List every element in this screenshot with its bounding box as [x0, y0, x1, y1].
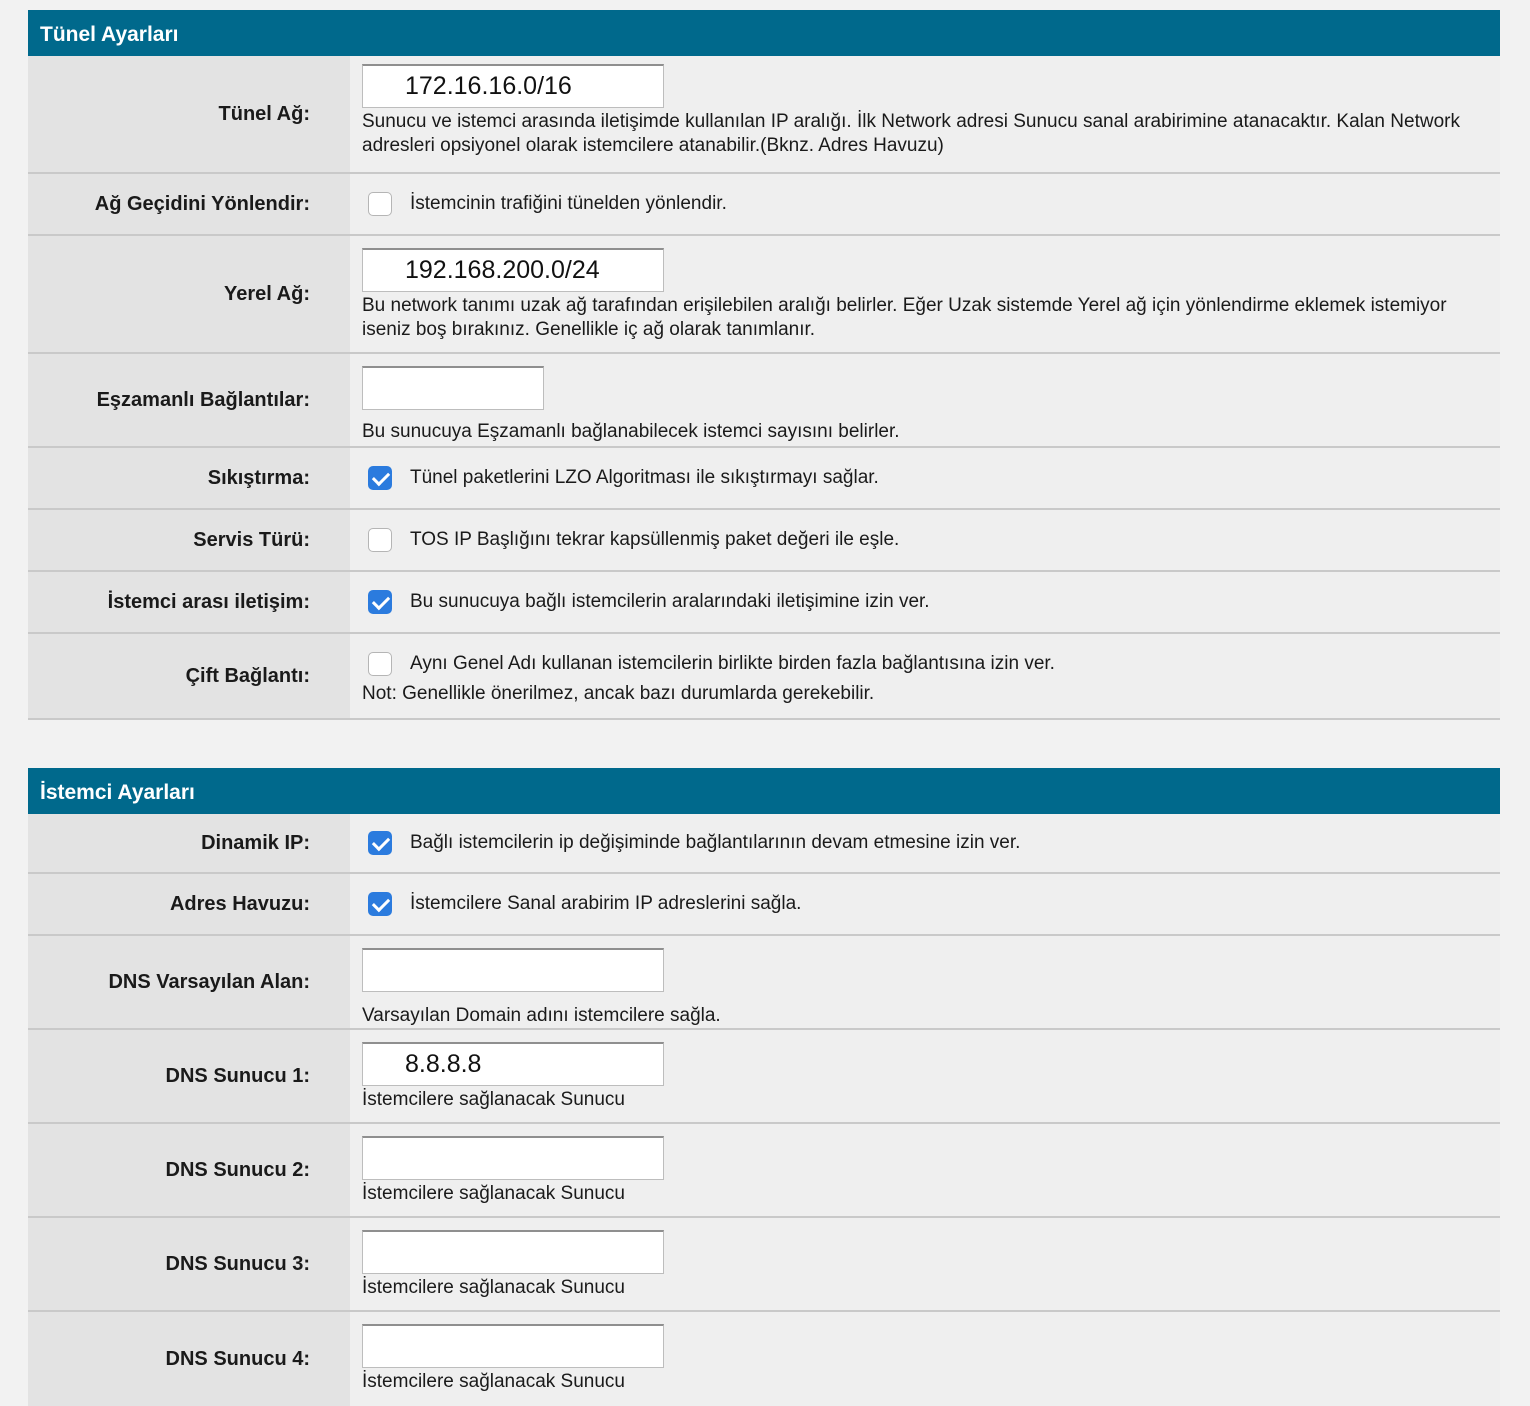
- field-label: DNS Sunucu 3:: [28, 1218, 350, 1310]
- help-text: İstemcilere sağlanacak Sunucu: [362, 1277, 625, 1298]
- dynamic-ip-row: [28, 814, 1500, 874]
- field-label: DNS Sunucu 4:: [28, 1312, 350, 1406]
- checkbox-label: Bağlı istemcilerin ip değişiminde bağlantılarının devam etmesine izin ver.: [410, 832, 1021, 853]
- dns-server-3-row: [28, 1218, 1500, 1312]
- help-text: Varsayılan Domain adını istemcilere sağla.: [362, 1005, 721, 1026]
- tunnel-settings-header: [28, 10, 1500, 56]
- dns-server-2-input[interactable]: [362, 1136, 664, 1180]
- help-text: Bu sunucuya Eşzamanlı bağlanabilecek istemci sayısını belirler.: [362, 421, 900, 442]
- compression-row: [28, 448, 1500, 510]
- dns-server-4-input[interactable]: [362, 1324, 664, 1368]
- dns-server-2-row: [28, 1124, 1500, 1218]
- dns-server-4-row: [28, 1312, 1500, 1406]
- field-label: DNS Sunucu 1:: [28, 1030, 350, 1122]
- dns-server-3-input[interactable]: [362, 1230, 664, 1274]
- dynamic-ip-checkbox[interactable]: [368, 831, 392, 855]
- field-label: İstemci arası iletişim:: [28, 572, 350, 632]
- local-network-row: [28, 236, 1500, 354]
- help-text: Sunucu ve istemci arasında iletişimde kullanılan IP aralığı. İlk Network adresi Sunucu sanal arabirimine atanacaktır. Kalan Network adresleri opsiyonel olarak istemcilere atanabilir.(Bknz. Adres Havuzu): [362, 111, 1460, 156]
- field-label: DNS Varsayılan Alan:: [28, 936, 350, 1028]
- service-type-checkbox[interactable]: [368, 528, 392, 552]
- field-label: Ağ Geçidini Yönlendir:: [28, 174, 350, 234]
- checkbox-label: Aynı Genel Adı kullanan istemcilerin birlikte birden fazla bağlantısına izin ver.: [410, 653, 1055, 674]
- checkbox-label: TOS IP Başlığını tekrar kapsüllenmiş paket değeri ile eşle.: [410, 529, 900, 550]
- section-title: İstemci Ayarları: [40, 781, 195, 804]
- checkbox-label: Bu sunucuya bağlı istemcilerin aralarındaki iletişimine izin ver.: [410, 591, 930, 612]
- dns-server-1-input[interactable]: 8.8.8.8: [362, 1042, 664, 1086]
- help-text: İstemcilere sağlanacak Sunucu: [362, 1089, 625, 1110]
- section-spacer: [28, 720, 1500, 768]
- tunnel-network-input[interactable]: 172.16.16.0/16: [362, 64, 664, 108]
- section-title: Tünel Ayarları: [40, 23, 179, 46]
- dns-default-domain-row: [28, 936, 1500, 1030]
- settings-page: [28, 10, 1500, 1406]
- field-label: Tünel Ağ:: [28, 56, 350, 172]
- address-pool-row: [28, 874, 1500, 936]
- service-type-row: [28, 510, 1500, 572]
- dns-server-1-row: [28, 1030, 1500, 1124]
- checkbox-label: Tünel paketlerini LZO Algoritması ile sıkıştırmayı sağlar.: [410, 467, 879, 488]
- checkbox-label: İstemcilere Sanal arabirim IP adreslerini sağla.: [410, 893, 802, 914]
- help-text: İstemcilere sağlanacak Sunucu: [362, 1183, 625, 1204]
- concurrent-connections-row: [28, 354, 1500, 448]
- help-text: Bu network tanımı uzak ağ tarafından erişilebilen aralığı belirler. Eğer Uzak sistemde Yerel ağ için yönlendirme eklemek istemiyor iseniz boş bırakınız. Genellikle iç ağ olarak tanımlanır.: [362, 295, 1447, 340]
- local-network-input[interactable]: 192.168.200.0/24: [362, 248, 664, 292]
- field-label: Servis Türü:: [28, 510, 350, 570]
- field-label: Çift Bağlantı:: [28, 634, 350, 718]
- compression-checkbox[interactable]: [368, 466, 392, 490]
- help-text: İstemcilere sağlanacak Sunucu: [362, 1371, 625, 1392]
- dns-default-domain-input[interactable]: [362, 948, 664, 992]
- client-settings-header: [28, 768, 1500, 814]
- inter-client-row: [28, 572, 1500, 634]
- tunnel-network-row: [28, 56, 1500, 174]
- field-label: DNS Sunucu 2:: [28, 1124, 350, 1216]
- field-label: Yerel Ağ:: [28, 236, 350, 352]
- field-label: Dinamik IP:: [28, 814, 350, 872]
- redirect-gateway-row: [28, 174, 1500, 236]
- inter-client-checkbox[interactable]: [368, 590, 392, 614]
- redirect-gateway-checkbox[interactable]: [368, 192, 392, 216]
- address-pool-checkbox[interactable]: [368, 892, 392, 916]
- concurrent-connections-input[interactable]: [362, 366, 544, 410]
- duplicate-connection-checkbox[interactable]: [368, 652, 392, 676]
- field-label: Adres Havuzu:: [28, 874, 350, 934]
- field-label: Eşzamanlı Bağlantılar:: [28, 354, 350, 446]
- field-label: Sıkıştırma:: [28, 448, 350, 508]
- duplicate-connection-row: [28, 634, 1500, 720]
- checkbox-label: İstemcinin trafiğini tünelden yönlendir.: [410, 193, 727, 214]
- note-text: Not: Genellikle önerilmez, ancak bazı durumlarda gerekebilir.: [362, 683, 875, 704]
